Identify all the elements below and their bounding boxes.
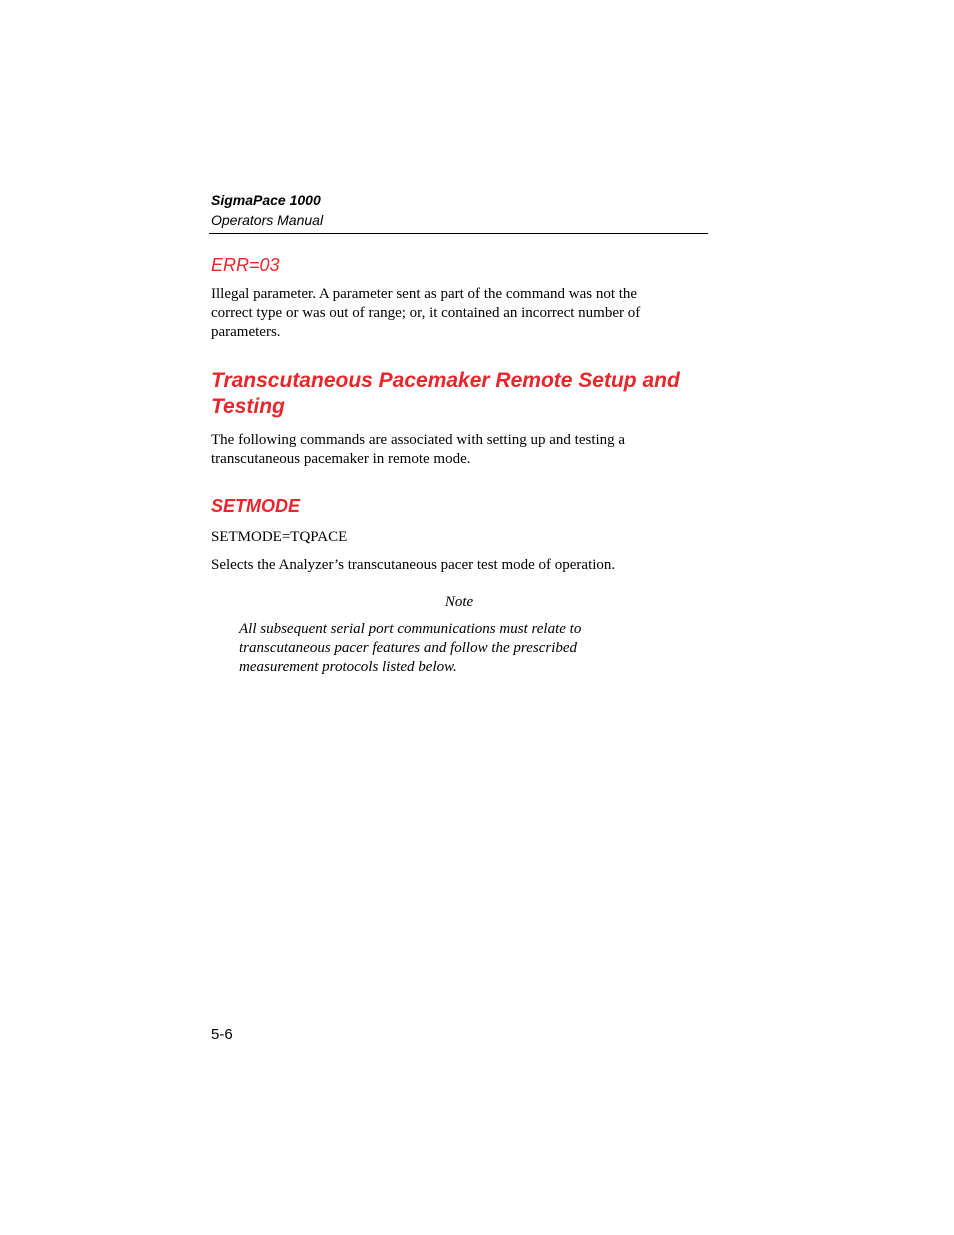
err03-heading: ERR=03 — [211, 255, 280, 275]
note-text: All subsequent serial port communications must relate to transcutaneous pacer features and follow the prescribed measurement protocols listed below. — [239, 621, 582, 675]
transcutaneous-section-heading: Transcutaneous Pacemaker Remote Setup and Testing — [211, 369, 680, 418]
page-number: 5-6 — [211, 1026, 233, 1043]
err03-paragraph: Illegal parameter. A parameter sent as part of the command was not the correct type or was out of range; or, it contained an incorrect number of parameters. — [211, 286, 641, 340]
transcutaneous-paragraph: The following commands are associated with setting up and testing a transcutaneous pacemaker in remote mode. — [211, 432, 626, 467]
manual-title: SigmaPace 1000 — [211, 192, 321, 208]
setmode-heading: SETMODE — [211, 496, 301, 516]
setmode-command: SETMODE=TQPACE — [211, 529, 348, 545]
header-divider — [209, 233, 708, 234]
setmode-description: Selects the Analyzer’s transcutaneous pacer test mode of operation. — [211, 557, 616, 573]
manual-subtitle: Operators Manual — [211, 212, 324, 228]
note-label: Note — [444, 594, 474, 610]
